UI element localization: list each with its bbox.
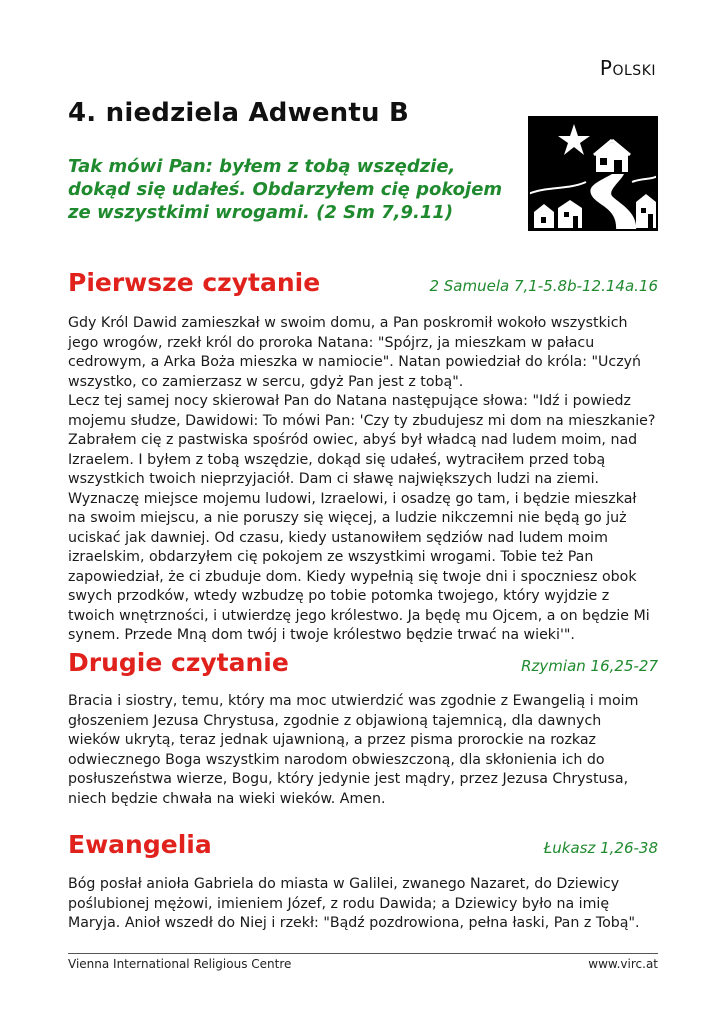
second-reading-title: Drugie czytanie <box>68 648 289 677</box>
second-reading-reference: Rzymian 16,25-27 <box>521 657 658 675</box>
paragraph: Lecz tej samej nocy skierował Pan do Natana następujące słowa: "Idź i powiedz mojemu słudze, Dawidowi: To mówi Pan: 'Czy ty zbudujesz mi dom na mieszkanie? Zabrałem cię z pastwiska spośród owiec, abyś był władcą nad ludem moim, nad Izraelem. I byłem z tobą wszędzie, dokąd się udałeś, wytraciłem przed tobą wszystkich twoich nieprzyjaciół. Dam ci sławę największych ludzi na ziemi. Wyznaczę miejsce mojemu ludowi, Izraelowi, i osadzę go tam, i będzie mieszkał na swoim miejscu, a nie poruszy się więcej, a ludzie nikczemni nie będą go już uciskać jak dawniej. Od czasu, kiedy ustanowiłem sędziów nad ludem moim izraelskim, obdarzyłem cię pokojem ze wszystkimi wrogami. Tobie też Pan zapowiedział, że ci zbuduje dom. Kiedy wypełnią się twoje dni i spoczniesz obok swych przodków, wtedy wzbudzę po tobie potomka twojego, który wyjdzie z twoich wnętrzności, i utwierdzę jego królestwo. Ja będę mu Ojcem, a on będzie Mi synem. Przede Mną dom twój i twoje królestwo będzie trwać na wieki'". <box>68 393 656 643</box>
gospel-reference: Łukasz 1,26-38 <box>543 839 658 857</box>
first-reading-header <box>68 268 658 297</box>
paragraph: Gdy Król Dawid zamieszkał w swoim domu, a Pan poskromił wokoło wszystkich jego wrogów, rzekł król do proroka Natana: "Spójrz, ja mieszkam w pałacu cedrowym, a Arka Boża mieszka w namiocie". Natan powiedział do króla: "Uczyń wszystko, co zamierzasz w sercu, gdyż Pan jest z tobą". <box>68 315 642 390</box>
first-reading-text <box>68 314 658 646</box>
second-reading-header <box>68 648 658 677</box>
first-reading-title: Pierwsze czytanie <box>68 268 321 297</box>
language-label: Polski <box>599 56 656 80</box>
gospel-text <box>68 875 658 934</box>
gospel-header <box>68 830 658 859</box>
page-title: 4. niedziela Adwentu B <box>68 98 409 128</box>
first-reading-reference: 2 Samuela 7,1-5.8b-12.14a.16 <box>429 277 658 295</box>
opening-quote: Tak mówi Pan: byłem z tobą wszędzie, dokąd się udałeś. Obdarzyłem cię pokojem ze wszystkimi wrogami. (2 Sm 7,9.11) <box>68 156 503 223</box>
footer-divider <box>68 953 658 954</box>
paragraph: Bracia i siostry, temu, który ma moc utwierdzić was zgodnie z Ewangelią i moim głoszeniem Jezusa Chrystusa, zgodnie z objawioną tajemnicą, dla dawnych wieków ukrytą, teraz jednak ujawnioną, a przez pisma prorockie na rozkaz odwiecznego Boga wszystkim narodom obwieszczoną, dla skłonienia ich do posłuszeństwa wierze, Bogu, który jedynie jest mądry, przez Jezusa Chrystusa, niech będzie chwała na wieki wieków. Amen. <box>68 693 639 807</box>
advent-house-star-icon <box>528 116 658 231</box>
footer-website-link[interactable]: www.virc.at <box>588 957 658 971</box>
gospel-title: Ewangelia <box>68 830 212 859</box>
second-reading-text <box>68 692 658 809</box>
paragraph: Bóg posłał anioła Gabriela do miasta w Galilei, zwanego Nazaret, do Dziewicy poślubionej mężowi, imieniem Józef, z rodu Dawida; a Dziewicy było na imię Maryja. Anioł wszedł do Niej i rzekł: "Bądź pozdrowiona, pełna łaski, Pan z Tobą". <box>68 876 640 931</box>
footer-organization: Vienna International Religious Centre <box>68 957 292 971</box>
